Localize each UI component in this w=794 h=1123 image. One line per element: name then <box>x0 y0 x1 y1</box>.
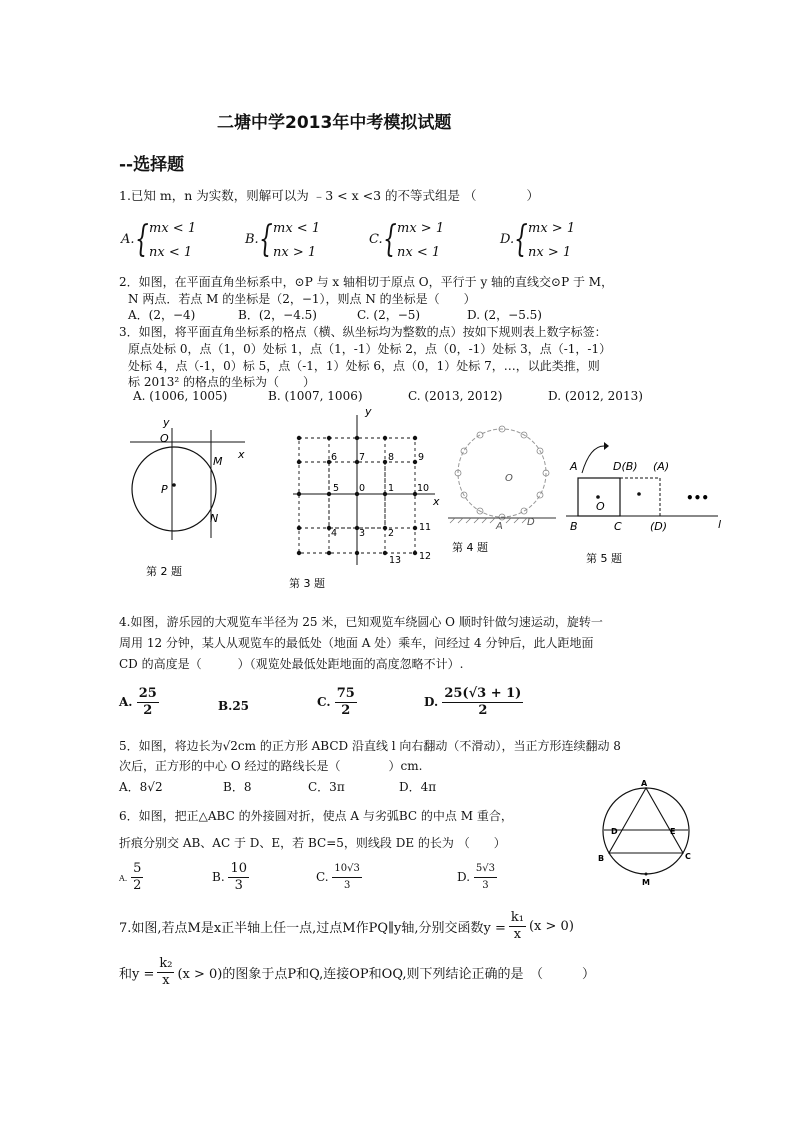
inequality-top: mx < 1 <box>273 221 321 236</box>
q3-option-d[interactable]: D. (2012, 2013) <box>548 389 643 403</box>
caption: 第 5 题 <box>586 552 622 565</box>
q3-option-a[interactable]: A. (1006, 1005) <box>133 389 228 403</box>
frac-den: 2 <box>143 703 153 718</box>
q6-line2: 折痕分别交 AB、AC 于 D、E，若 BC=5，则线段 DE 的长为 （ ） <box>119 836 506 850</box>
label-l: l <box>718 518 722 531</box>
caption: 第 3 题 <box>289 577 325 590</box>
figure-6 <box>594 775 704 890</box>
cabins <box>455 426 549 520</box>
option-label: B. <box>245 232 259 247</box>
q2-option-d[interactable]: D. (2，−5.5) <box>467 308 542 322</box>
q5-option-b[interactable]: B．8 <box>223 780 252 794</box>
q4-option-a[interactable] <box>119 686 159 719</box>
frac-num: 5 <box>133 861 142 876</box>
tag-3: 3 <box>359 528 366 539</box>
label-d: D <box>611 827 618 836</box>
tag-11: 11 <box>419 522 432 533</box>
frac-den: 3 <box>234 878 243 893</box>
frac-num: 10 <box>230 861 248 876</box>
option-label: B. <box>212 870 225 884</box>
label-d: (D) <box>650 520 668 533</box>
q4-option-b[interactable]: B.25 <box>218 699 250 713</box>
q3-line4: 标 2013² 的格点的坐标为（ ） <box>128 375 315 389</box>
q6-option-a[interactable] <box>119 861 143 894</box>
caption: 第 2 题 <box>146 565 182 578</box>
caption: 第 4 题 <box>452 541 488 554</box>
q5-option-d[interactable]: D．4π <box>399 780 437 794</box>
q4-line1: 4.如图，游乐园的大观览车半径为 25 米，已知观览车绕圆心 O 顺时针做匀速运动，旋转一 <box>119 615 603 629</box>
circle-p <box>132 447 219 531</box>
tag-6: 6 <box>331 452 338 463</box>
label-a: A <box>496 521 503 532</box>
label-a: A <box>570 460 578 473</box>
roll-arrow <box>582 446 604 473</box>
option-label: D. <box>457 870 471 884</box>
inequality-top: mx > 1 <box>397 221 445 236</box>
q7-line2-prefix: 和y = <box>119 967 155 982</box>
inequality-bottom: nx > 1 <box>528 245 572 260</box>
frac-num: 10√3 <box>332 861 361 878</box>
continuation-dots: ••• <box>686 491 710 505</box>
label-c: C <box>614 520 622 533</box>
brace-icon: { <box>383 219 397 260</box>
triangle-abc <box>609 788 683 853</box>
label-a: A <box>641 779 648 788</box>
label-o: O <box>505 473 513 484</box>
inequality-bottom: nx > 1 <box>273 245 317 260</box>
label-p: P <box>161 483 168 496</box>
frac-den: x <box>513 927 522 942</box>
arrowhead-icon <box>604 442 609 450</box>
q5-option-a[interactable]: A．8√2 <box>119 780 163 794</box>
option-label: D. <box>500 232 515 247</box>
center-o-next <box>637 492 641 496</box>
brace-icon: { <box>259 219 273 260</box>
frac-num: 5√3 <box>474 861 497 878</box>
frac-num: k₂ <box>159 956 173 971</box>
q5-line2: 次后，正方形的中心 O 经过的路线长是（ ）cm. <box>119 759 423 773</box>
tag-13: 13 <box>389 555 402 566</box>
ferris-wheel <box>458 429 546 517</box>
tag-8: 8 <box>388 452 395 463</box>
square-dashed <box>620 478 660 516</box>
figure-3 <box>285 405 445 590</box>
label-x: x <box>238 448 245 461</box>
q7-line1 <box>119 910 574 943</box>
brace-icon: { <box>135 219 149 260</box>
q6-line1: 6．如图，把正△ABC 的外接圆对折，使点 A 与劣弧BC 的中点 M 重合， <box>119 809 513 823</box>
option-label: A. <box>119 874 128 883</box>
inequality-bottom: nx < 1 <box>397 245 441 260</box>
option-label: C. <box>316 870 329 884</box>
tag-2: 2 <box>388 528 395 539</box>
figure-5 <box>560 430 735 570</box>
q3-line1: 3．如图，将平面直角坐标系的格点（横、纵坐标均为整数的点）按如下规则表上数字标签： <box>119 325 607 339</box>
figure-2 <box>120 410 255 590</box>
q7-line2-text: (x > 0)的图象于点P和Q,连接OP和OQ,则下列结论正确的是 （ ） <box>177 967 595 982</box>
frac-num: 25(√3 + 1) <box>444 686 522 701</box>
q2-option-b[interactable]: B．(2，−4.5) <box>238 308 317 322</box>
q5-option-c[interactable]: C．3π <box>308 780 345 794</box>
ground-hatch <box>450 518 527 523</box>
q7-line1-domain: (x > 0) <box>528 919 574 934</box>
tag-12: 12 <box>419 551 432 562</box>
q7-line1-text: 7.如图,若点M是x正半轴上任一点,过点M作PQ∥y轴,分别交函数y = <box>119 921 506 936</box>
label-o: O <box>160 432 169 445</box>
point-m <box>645 873 648 876</box>
center-o <box>596 495 600 499</box>
label-n: N <box>210 512 219 525</box>
q2-line2: N 两点．若点 M 的坐标是（2，−1），则点 N 的坐标是（ ） <box>128 292 476 306</box>
label-d: D <box>527 517 535 528</box>
page-title: 二塘中学2013年中考模拟试题 <box>217 113 452 133</box>
frac-den: 2 <box>133 878 142 893</box>
inequality-bottom: nx < 1 <box>149 245 193 260</box>
q6-option-d[interactable] <box>457 861 497 894</box>
q3-option-c[interactable]: C. (2013, 2012) <box>408 389 503 403</box>
q3-option-b[interactable]: B. (1007, 1006) <box>268 389 363 403</box>
frac-den: x <box>162 973 170 988</box>
frac-num: 25 <box>138 686 157 701</box>
frac-den: 2 <box>478 703 488 718</box>
axis-y-label: y <box>365 405 372 418</box>
q4-option-c[interactable] <box>317 686 357 719</box>
q2-option-a[interactable]: A．(2，−4) <box>128 308 196 322</box>
q4-line2: 周用 12 分钟，某人从观览车的最低处（地面 A 处）乘车，问经过 4 分钟后，此人距地面 <box>119 636 594 650</box>
tag-1: 1 <box>388 483 395 494</box>
q2-option-c[interactable]: C. (2，−5) <box>357 308 421 322</box>
tag-7: 7 <box>359 452 366 463</box>
label-a-paren: (A) <box>653 460 670 473</box>
section-heading: --选择题 <box>119 155 185 175</box>
label-b: B <box>570 520 578 533</box>
q1-stem: 1.已知 m，n 为实数，则解可以为 ﹣3 < x <3 的不等式组是 （ ） <box>119 188 540 203</box>
label-e: E <box>670 827 676 836</box>
frac-den: 3 <box>343 880 351 891</box>
label-db: D(B) <box>613 460 638 473</box>
frac-num: 75 <box>336 686 355 701</box>
option-label: A. <box>121 232 135 247</box>
option-label: C. <box>369 232 383 247</box>
q3-line3: 处标 4，点（-1，0）标 5，点（-1，1）处标 6，点（0，1）处标 7，…，以此类推，则 <box>128 359 600 373</box>
q5-line1: 5．如图，将边长为√2cm 的正方形 ABCD 沿直线 l 向右翻动（不滑动），当正方形连续翻动 8 <box>119 739 621 753</box>
q4-line3: CD 的高度是（ ）（观览处最低处距地面的高度忽略不计）. <box>119 657 464 671</box>
figure-4 <box>444 415 564 560</box>
tag-4: 4 <box>331 528 338 539</box>
frac-den: 2 <box>341 703 351 718</box>
q4-option-d[interactable] <box>424 686 523 719</box>
tag-0: 0 <box>359 483 366 494</box>
label-o: O <box>596 500 605 513</box>
label-b: B <box>598 854 605 863</box>
inequality-top: mx < 1 <box>149 221 197 236</box>
inequality-top: mx > 1 <box>528 221 576 236</box>
label-m: M <box>642 878 650 887</box>
axis-x-label: x <box>433 495 440 508</box>
option-label: A. <box>119 695 133 709</box>
q6-option-b[interactable] <box>212 861 249 894</box>
label-y: y <box>163 416 170 429</box>
brace-icon: { <box>514 219 528 260</box>
q2-line1: 2．如图，在平面直角坐标系中，⊙P 与 x 轴相切于原点 O，平行于 y 轴的直线交⊙P 于 M， <box>119 275 614 289</box>
frac-num: k₁ <box>510 910 524 925</box>
option-label: C. <box>317 695 331 709</box>
label-m: M <box>213 455 223 468</box>
tag-10: 10 <box>417 483 430 494</box>
q6-option-c[interactable] <box>316 861 362 894</box>
q3-line2: 原点处标 0，点（1，0）处标 1，点（1，-1）处标 2，点（0，-1）处标 3，点（-1，-1） <box>128 342 612 356</box>
frac-den: 3 <box>482 880 489 891</box>
q7-line2 <box>119 956 595 989</box>
option-label: D. <box>424 695 439 709</box>
tag-9: 9 <box>418 452 425 463</box>
tag-5: 5 <box>333 483 340 494</box>
label-c: C <box>685 852 691 861</box>
center-point <box>172 483 176 487</box>
